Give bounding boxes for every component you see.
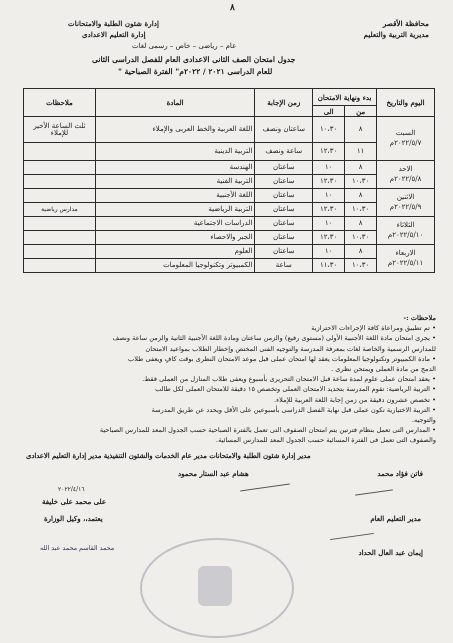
from-cell: ٨ [345,117,377,143]
note-line: للمدارس الرسمية والخاصة لغات بمعرفة المدرسة والتوجيه الفنى المختص وإخطار الطلاب بمواعيد الامتحان [145,344,436,353]
header-left-line2: إدارة التعليم الاعدادى [82,30,146,39]
note-cell [24,245,96,259]
table-row [24,117,435,143]
table-row [24,203,435,217]
subject-cell: التربية الرياضية [95,203,254,217]
page-number: ٨ [230,3,235,13]
from-cell: ٨ [345,217,377,231]
subject-cell: الكمبيوتر وتكنولوجيا المعلومات [95,259,254,273]
subject-cell: الدراسات الاجتماعية [95,217,254,231]
handwritten-signature [240,484,290,492]
director-title: مدير التعليم العام [370,514,421,523]
header-right-line2: مديرية التربية والتعليم [363,30,429,39]
note-cell [24,217,96,231]
from-cell: ١٠،٣٠ [345,203,377,217]
day-cell [377,245,435,273]
eagle-emblem-icon [198,566,232,606]
day-date: ٢٠٢٢/٥/١١م [387,259,424,267]
to-cell: ١٢،٣٠ [313,203,345,217]
from-cell: ١٠،٣٠ [345,231,377,245]
from-cell: ١٠،٣٠ [345,259,377,273]
subject-cell: اللغة العربية والخط العربى والإملاء [95,117,254,143]
table-row [24,161,435,175]
subject-cell: التربية الدينية [95,143,254,161]
subject-cell: الجبر والاحصاء [95,231,254,245]
note-line: • المدارس التى تعمل بنظام فترتين يتم امتحان الصفوف التى تعمل بالفترة الصباحية حسب الجدول المعد للمدارس الصباحية [99,426,436,435]
note-cell [24,259,96,273]
header-subject: المادة [95,89,254,117]
from-cell: ١٠،٣٠ [345,175,377,189]
header-subtitle: عام – رياضى – خاص – رسمى لغات [132,42,237,50]
note-line: • التربية الرياضية: تقوم المدرسة بتحديد الامتحان العملى وتخصص ١٥ دقيقة للامتحان العملى لكل طالب [155,385,436,394]
from-cell: ٨ [345,189,377,203]
note-cell [24,189,96,203]
duration-cell: ساعتان [255,203,313,217]
notes-section [18,313,436,446]
day-name: الاحد [398,165,413,173]
to-cell: ١٠،٣٠ [313,117,345,143]
day-name: الاثنين [396,193,415,201]
subject-cell: العلوم [95,245,254,259]
from-cell: ١١ [345,143,377,161]
signature-titles: مدير إدارة شئون الطلبة والامتحانات مدير عام الخدمات والشئون التنفيذية مدير إدارة التعليم الاعدادى [26,452,311,460]
to-cell: ١٠ [313,161,345,175]
duration-cell: ساعتان [255,189,313,203]
table-row [24,231,435,245]
to-cell: ١٢،٣٠ [313,175,345,189]
subject-cell: الهندسة [95,161,254,175]
header-start-end: بدء ونهاية الامتحان [313,89,377,106]
day-name: السبت [395,129,416,137]
note-line: • يجرى امتحان مادة اللغة الأجنبية الأولى (مستوى رفيع) والزمن ساعتان ومادة اللغة الأجنبية الثانية والزمن ساعة ونصف [112,334,436,343]
signature-name-left: على محمد على خليفة [42,497,107,506]
schedule-title-line1: جدول امتحان الصف الثانى الاعدادى العام للفصل الدراسى الثانى [92,55,296,64]
handwritten-signature [330,533,374,540]
note-line: • مادة الكمبيوتر وتكنولوجيا المعلومات يعقد لها امتحان عملى قبل موعد الامتحان النظرى بوقت كافٍ ويعفى طلاب [128,354,436,363]
note-line: • التربية الاختيارية تكون عملى قبل نهاية الفصل الدراسى بأسبوعين على الأقل ويحدد عن طريق المدرسة [151,405,436,414]
duration-cell: ساعتان [255,175,313,189]
note-cell [24,175,96,189]
exam-schedule-table [23,88,435,273]
header-day-date: اليوم والتاريخ [377,89,435,117]
signature-date: ٢٠٢٢/٤/١٦ [58,486,85,493]
approval-line: يعتمد،، وكيل الوزارة [44,514,103,523]
table-row [24,175,435,189]
note-line: • تم تطبيق ومراعاة كافة الإجراءات الاحترازية [311,324,436,333]
header-to: الى [313,106,345,117]
to-cell: ١٢،٣٠ [313,231,345,245]
header-left-line1: إدارة شئون الطلبة والامتحانات [68,19,159,28]
table-row [24,217,435,231]
note-cell: مدارس رياضية [24,203,96,217]
table-row [24,189,435,203]
header-from: من [345,106,377,117]
note-line: • تخصص عشرون دقيقة من زمن إجابة اللغة العربية للإملاء. [273,395,436,404]
duration-cell: ساعتان ونصف [255,117,313,143]
signature-name-right: فاتن فؤاد محمد [377,469,423,478]
duration-cell: ساعة [255,259,313,273]
note-line: والتوجيه. [411,416,436,425]
table-row [24,245,435,259]
table-row [24,143,435,161]
table-header-row [24,89,435,106]
note-cell [24,231,96,245]
duration-cell: ساعتان [255,161,313,175]
notes-heading: ملاحظات :- [403,314,436,322]
day-name: الثلاثاء [396,221,415,229]
schedule-title-line2: للعام الدراسى ٢٠٢١ / ٢٠٢٢م" الفترة الصباحية " [118,67,273,76]
day-cell [377,161,435,189]
to-cell: ١١،٣٠ [313,259,345,273]
note-cell [24,143,96,161]
director-name: إيمان عبد العال الحداد [358,548,423,557]
day-name: الاربعاء [395,249,416,257]
subject-cell: اللغة الأجنبية [95,189,254,203]
signature-name-center: هشام عبد الستار محمود [178,469,249,478]
subject-cell: التربية الفنية [95,175,254,189]
header-notes: ملاحظات [24,89,96,117]
header-duration: زمن الإجابة [255,89,313,117]
note-line: والصفوف التى تعمل فى الفترة المسائية حسب الجدول المعد للمدارس المسائية. [215,436,436,445]
to-cell: ١٠ [313,217,345,231]
duration-cell: ساعتان [255,245,313,259]
note-cell: ثلث الساعة الأخير للإملاء [24,117,96,143]
from-cell: ٨ [345,245,377,259]
day-cell [377,189,435,217]
day-date: ٢٠٢٢/٥/١٠م [387,231,424,239]
duration-cell: ساعتان [255,231,313,245]
day-date: ٢٠٢٢/٥/٧م [389,139,422,147]
day-cell [377,117,435,161]
to-cell: ١٢،٣٠ [313,143,345,161]
note-cell [24,161,96,175]
duration-cell: ساعة ونصف [255,143,313,161]
to-cell: ١٠ [313,245,345,259]
handwritten-signature [355,489,393,495]
day-date: ٢٠٢٢/٥/٩م [389,203,422,211]
day-cell [377,217,435,245]
duration-cell: ساعتان [255,217,313,231]
note-line: • يعقد امتحان عملى علوم لمدة ساعة قبل الامتحان التحريرى بأسبوع ويعفى طلاب المنازل من العملى فقط. [142,375,436,384]
day-date: ٢٠٢٢/٥/٨م [389,175,422,183]
note-line: الدمج من مادة العملى ويمتحن نظرى . [331,365,436,374]
to-cell: ١٠ [313,189,345,203]
deputy-name: محمد القاسم محمد عبد الله [40,544,115,552]
table-row [24,259,435,273]
from-cell: ٨ [345,161,377,175]
header-right-line1: محافظة الأقصر [382,19,429,28]
